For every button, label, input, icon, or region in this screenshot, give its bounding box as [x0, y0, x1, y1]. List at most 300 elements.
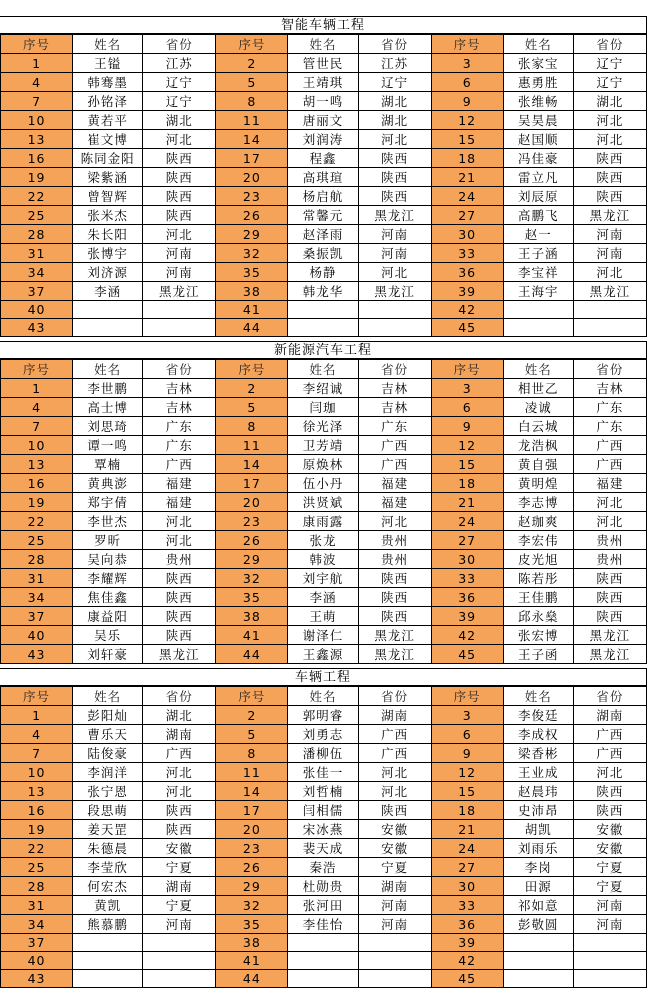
province-cell[interactable]: 陕西	[573, 588, 646, 607]
seq-cell[interactable]: 38	[216, 934, 288, 952]
name-cell[interactable]	[288, 301, 358, 319]
seq-cell[interactable]: 37	[1, 282, 73, 301]
name-cell[interactable]: 康益阳	[73, 607, 143, 626]
name-cell[interactable]: 覃楠	[73, 455, 143, 474]
seq-cell[interactable]: 3	[431, 54, 503, 73]
province-cell[interactable]: 河北	[358, 512, 431, 531]
seq-cell[interactable]: 42	[431, 626, 503, 645]
province-cell[interactable]	[358, 319, 431, 337]
province-cell[interactable]: 陕西	[573, 607, 646, 626]
province-cell[interactable]: 陕西	[573, 782, 646, 801]
name-cell[interactable]: 胡凯	[503, 820, 573, 839]
province-cell[interactable]: 河南	[358, 915, 431, 934]
seq-cell[interactable]: 33	[431, 569, 503, 588]
seq-cell[interactable]: 29	[216, 877, 288, 896]
seq-cell[interactable]: 14	[216, 130, 288, 149]
name-cell[interactable]	[73, 970, 143, 988]
name-cell[interactable]: 黄典澎	[73, 474, 143, 493]
province-cell[interactable]: 黑龙江	[358, 206, 431, 225]
seq-cell[interactable]: 4	[1, 73, 73, 92]
name-cell[interactable]: 杨启航	[288, 187, 358, 206]
province-cell[interactable]: 陕西	[358, 801, 431, 820]
province-cell[interactable]: 河南	[143, 915, 216, 934]
province-cell[interactable]: 福建	[358, 493, 431, 512]
name-cell[interactable]: 李佳怡	[288, 915, 358, 934]
name-cell[interactable]: 张河田	[288, 896, 358, 915]
name-cell[interactable]: 陆俊豪	[73, 744, 143, 763]
name-cell[interactable]: 刘哲楠	[288, 782, 358, 801]
seq-cell[interactable]: 12	[431, 436, 503, 455]
province-cell[interactable]	[573, 952, 646, 970]
name-cell[interactable]: 熊慕鹏	[73, 915, 143, 934]
name-cell[interactable]: 康雨露	[288, 512, 358, 531]
seq-cell[interactable]: 7	[1, 417, 73, 436]
seq-cell[interactable]: 4	[1, 398, 73, 417]
seq-cell[interactable]: 19	[1, 820, 73, 839]
name-cell[interactable]: 李绍诚	[288, 379, 358, 398]
name-cell[interactable]: 惠勇胜	[503, 73, 573, 92]
province-cell[interactable]: 辽宁	[573, 54, 646, 73]
name-cell[interactable]	[288, 970, 358, 988]
province-cell[interactable]: 安徽	[573, 839, 646, 858]
province-cell[interactable]: 河北	[573, 111, 646, 130]
province-cell[interactable]: 辽宁	[143, 92, 216, 111]
province-cell[interactable]: 河南	[573, 915, 646, 934]
name-cell[interactable]: 高士博	[73, 398, 143, 417]
seq-cell[interactable]: 6	[431, 73, 503, 92]
name-cell[interactable]: 韩龙华	[288, 282, 358, 301]
seq-cell[interactable]: 44	[216, 319, 288, 337]
name-cell[interactable]: 张博宇	[73, 244, 143, 263]
name-cell[interactable]: 皮光旭	[503, 550, 573, 569]
province-cell[interactable]: 江苏	[358, 54, 431, 73]
province-cell[interactable]: 吉林	[358, 398, 431, 417]
province-cell[interactable]	[573, 934, 646, 952]
province-cell[interactable]: 陕西	[573, 569, 646, 588]
province-cell[interactable]: 吉林	[143, 379, 216, 398]
seq-cell[interactable]: 45	[431, 319, 503, 337]
name-cell[interactable]: 冯佳豪	[503, 149, 573, 168]
province-cell[interactable]: 宁夏	[143, 858, 216, 877]
province-cell[interactable]: 湖北	[358, 92, 431, 111]
name-cell[interactable]: 邱永燊	[503, 607, 573, 626]
seq-cell[interactable]: 33	[431, 896, 503, 915]
province-cell[interactable]: 湖南	[143, 877, 216, 896]
name-cell[interactable]: 罗昕	[73, 531, 143, 550]
name-cell[interactable]: 曾智辉	[73, 187, 143, 206]
name-cell[interactable]: 吴乐	[73, 626, 143, 645]
seq-cell[interactable]: 35	[216, 588, 288, 607]
name-cell[interactable]: 孙铭泽	[73, 92, 143, 111]
province-cell[interactable]	[143, 319, 216, 337]
seq-cell[interactable]: 45	[431, 970, 503, 988]
province-cell[interactable]: 宁夏	[573, 877, 646, 896]
name-cell[interactable]: 相世乙	[503, 379, 573, 398]
province-cell[interactable]	[573, 970, 646, 988]
seq-cell[interactable]: 43	[1, 970, 73, 988]
seq-cell[interactable]: 27	[431, 531, 503, 550]
name-cell[interactable]: 张佳一	[288, 763, 358, 782]
seq-cell[interactable]: 9	[431, 744, 503, 763]
province-cell[interactable]: 陕西	[358, 187, 431, 206]
name-cell[interactable]: 刘勇志	[288, 725, 358, 744]
province-cell[interactable]: 河南	[358, 244, 431, 263]
seq-cell[interactable]: 35	[216, 263, 288, 282]
seq-cell[interactable]: 29	[216, 550, 288, 569]
seq-cell[interactable]: 39	[431, 607, 503, 626]
name-cell[interactable]: 裴天成	[288, 839, 358, 858]
province-cell[interactable]: 陕西	[358, 588, 431, 607]
seq-cell[interactable]: 37	[1, 607, 73, 626]
seq-cell[interactable]: 5	[216, 73, 288, 92]
province-cell[interactable]: 陕西	[358, 569, 431, 588]
name-cell[interactable]: 郑宇倩	[73, 493, 143, 512]
seq-cell[interactable]: 9	[431, 417, 503, 436]
seq-cell[interactable]: 28	[1, 877, 73, 896]
seq-cell[interactable]: 45	[431, 645, 503, 664]
name-cell[interactable]: 吴向恭	[73, 550, 143, 569]
seq-cell[interactable]: 2	[216, 706, 288, 725]
seq-cell[interactable]: 13	[1, 130, 73, 149]
seq-cell[interactable]: 12	[431, 763, 503, 782]
name-cell[interactable]: 杜勋贵	[288, 877, 358, 896]
seq-cell[interactable]: 42	[431, 301, 503, 319]
name-cell[interactable]: 闫相儒	[288, 801, 358, 820]
seq-cell[interactable]: 16	[1, 801, 73, 820]
province-cell[interactable]: 河南	[143, 244, 216, 263]
name-cell[interactable]: 梁紫涵	[73, 168, 143, 187]
name-cell[interactable]	[73, 301, 143, 319]
province-cell[interactable]: 贵州	[143, 550, 216, 569]
province-cell[interactable]: 黑龙江	[573, 645, 646, 664]
seq-cell[interactable]: 16	[1, 149, 73, 168]
name-cell[interactable]: 张维畅	[503, 92, 573, 111]
name-cell[interactable]: 陈若彤	[503, 569, 573, 588]
name-cell[interactable]	[503, 301, 573, 319]
province-cell[interactable]: 陕西	[358, 168, 431, 187]
name-cell[interactable]: 凌诚	[503, 398, 573, 417]
seq-cell[interactable]: 5	[216, 725, 288, 744]
seq-cell[interactable]: 30	[431, 550, 503, 569]
seq-cell[interactable]: 13	[1, 782, 73, 801]
name-cell[interactable]: 吴昊晨	[503, 111, 573, 130]
name-cell[interactable]: 张宏博	[503, 626, 573, 645]
province-cell[interactable]: 陕西	[143, 588, 216, 607]
province-cell[interactable]: 河北	[573, 763, 646, 782]
seq-cell[interactable]: 35	[216, 915, 288, 934]
name-cell[interactable]: 王镒	[73, 54, 143, 73]
province-cell[interactable]	[358, 970, 431, 988]
name-cell[interactable]: 谭一鸣	[73, 436, 143, 455]
province-cell[interactable]: 广西	[358, 744, 431, 763]
name-cell[interactable]: 李世鹏	[73, 379, 143, 398]
seq-cell[interactable]: 27	[431, 858, 503, 877]
seq-cell[interactable]: 19	[1, 493, 73, 512]
province-cell[interactable]: 吉林	[358, 379, 431, 398]
seq-cell[interactable]: 11	[216, 763, 288, 782]
seq-cell[interactable]: 39	[431, 282, 503, 301]
name-cell[interactable]: 彭敬圆	[503, 915, 573, 934]
name-cell[interactable]: 刘润涛	[288, 130, 358, 149]
name-cell[interactable]: 黄明煌	[503, 474, 573, 493]
province-cell[interactable]: 河北	[358, 763, 431, 782]
seq-cell[interactable]: 28	[1, 550, 73, 569]
province-cell[interactable]: 宁夏	[358, 858, 431, 877]
province-cell[interactable]: 广东	[573, 398, 646, 417]
province-cell[interactable]: 湖北	[143, 706, 216, 725]
name-cell[interactable]	[73, 934, 143, 952]
province-cell[interactable]: 河北	[143, 782, 216, 801]
name-cell[interactable]: 程鑫	[288, 149, 358, 168]
seq-cell[interactable]: 18	[431, 149, 503, 168]
province-cell[interactable]: 广西	[573, 455, 646, 474]
name-cell[interactable]: 张家宝	[503, 54, 573, 73]
name-cell[interactable]: 刘轩豪	[73, 645, 143, 664]
seq-cell[interactable]: 34	[1, 915, 73, 934]
province-cell[interactable]: 贵州	[573, 550, 646, 569]
province-cell[interactable]	[143, 952, 216, 970]
seq-cell[interactable]: 40	[1, 626, 73, 645]
seq-cell[interactable]: 17	[216, 149, 288, 168]
seq-cell[interactable]: 36	[431, 588, 503, 607]
name-cell[interactable]	[503, 952, 573, 970]
province-cell[interactable]: 黑龙江	[358, 626, 431, 645]
seq-cell[interactable]: 22	[1, 512, 73, 531]
name-cell[interactable]: 梁香彬	[503, 744, 573, 763]
seq-cell[interactable]: 22	[1, 839, 73, 858]
name-cell[interactable]: 李志博	[503, 493, 573, 512]
name-cell[interactable]	[503, 319, 573, 337]
province-cell[interactable]: 河北	[358, 782, 431, 801]
seq-cell[interactable]: 5	[216, 398, 288, 417]
name-cell[interactable]	[73, 952, 143, 970]
province-cell[interactable]: 湖北	[358, 111, 431, 130]
province-cell[interactable]: 黑龙江	[358, 645, 431, 664]
seq-cell[interactable]: 26	[216, 531, 288, 550]
seq-cell[interactable]: 38	[216, 282, 288, 301]
seq-cell[interactable]: 14	[216, 782, 288, 801]
name-cell[interactable]: 张米杰	[73, 206, 143, 225]
name-cell[interactable]: 李莹欣	[73, 858, 143, 877]
seq-cell[interactable]: 17	[216, 474, 288, 493]
province-cell[interactable]: 陕西	[143, 569, 216, 588]
seq-cell[interactable]: 1	[1, 706, 73, 725]
name-cell[interactable]: 朱德晨	[73, 839, 143, 858]
province-cell[interactable]: 陕西	[358, 149, 431, 168]
name-cell[interactable]	[73, 319, 143, 337]
seq-cell[interactable]: 31	[1, 896, 73, 915]
seq-cell[interactable]: 33	[431, 244, 503, 263]
province-cell[interactable]: 河北	[143, 512, 216, 531]
name-cell[interactable]: 刘济源	[73, 263, 143, 282]
name-cell[interactable]: 黄凯	[73, 896, 143, 915]
seq-cell[interactable]: 44	[216, 970, 288, 988]
seq-cell[interactable]: 40	[1, 301, 73, 319]
name-cell[interactable]: 桑振凯	[288, 244, 358, 263]
province-cell[interactable]: 湖南	[143, 725, 216, 744]
name-cell[interactable]: 赵晨玮	[503, 782, 573, 801]
seq-cell[interactable]: 14	[216, 455, 288, 474]
name-cell[interactable]: 闫珈	[288, 398, 358, 417]
province-cell[interactable]: 湖南	[358, 706, 431, 725]
seq-cell[interactable]: 22	[1, 187, 73, 206]
seq-cell[interactable]: 20	[216, 493, 288, 512]
seq-cell[interactable]: 16	[1, 474, 73, 493]
province-cell[interactable]: 广西	[143, 455, 216, 474]
seq-cell[interactable]: 25	[1, 206, 73, 225]
seq-cell[interactable]: 12	[431, 111, 503, 130]
province-cell[interactable]: 河北	[143, 130, 216, 149]
province-cell[interactable]: 广西	[573, 436, 646, 455]
name-cell[interactable]: 李成权	[503, 725, 573, 744]
province-cell[interactable]: 陕西	[573, 801, 646, 820]
seq-cell[interactable]: 15	[431, 130, 503, 149]
province-cell[interactable]: 宁夏	[143, 896, 216, 915]
province-cell[interactable]: 广西	[143, 744, 216, 763]
name-cell[interactable]: 高琪瑄	[288, 168, 358, 187]
name-cell[interactable]	[503, 970, 573, 988]
name-cell[interactable]: 赵国顺	[503, 130, 573, 149]
seq-cell[interactable]: 11	[216, 111, 288, 130]
province-cell[interactable]: 福建	[143, 493, 216, 512]
province-cell[interactable]: 安徽	[358, 820, 431, 839]
seq-cell[interactable]: 26	[216, 206, 288, 225]
province-cell[interactable]	[358, 301, 431, 319]
seq-cell[interactable]: 42	[431, 952, 503, 970]
province-cell[interactable]	[143, 970, 216, 988]
name-cell[interactable]: 徐光泽	[288, 417, 358, 436]
seq-cell[interactable]: 15	[431, 455, 503, 474]
name-cell[interactable]: 赵珈爽	[503, 512, 573, 531]
province-cell[interactable]: 广东	[143, 436, 216, 455]
seq-cell[interactable]: 10	[1, 436, 73, 455]
province-cell[interactable]: 湖北	[143, 111, 216, 130]
name-cell[interactable]: 白云城	[503, 417, 573, 436]
province-cell[interactable]: 陕西	[143, 626, 216, 645]
province-cell[interactable]: 黑龙江	[573, 206, 646, 225]
province-cell[interactable]: 河北	[573, 512, 646, 531]
seq-cell[interactable]: 20	[216, 820, 288, 839]
province-cell[interactable]: 河南	[143, 263, 216, 282]
seq-cell[interactable]: 20	[216, 168, 288, 187]
province-cell[interactable]: 陕西	[143, 187, 216, 206]
name-cell[interactable]: 李涵	[288, 588, 358, 607]
province-cell[interactable]: 辽宁	[143, 73, 216, 92]
province-cell[interactable]: 黑龙江	[573, 282, 646, 301]
province-cell[interactable]: 河北	[358, 130, 431, 149]
seq-cell[interactable]: 41	[216, 626, 288, 645]
name-cell[interactable]: 赵一	[503, 225, 573, 244]
province-cell[interactable]: 河南	[573, 244, 646, 263]
province-cell[interactable]: 贵州	[358, 550, 431, 569]
province-cell[interactable]: 河北	[143, 531, 216, 550]
name-cell[interactable]: 段思萌	[73, 801, 143, 820]
name-cell[interactable]: 张宁恩	[73, 782, 143, 801]
name-cell[interactable]: 刘宇航	[288, 569, 358, 588]
seq-cell[interactable]: 6	[431, 725, 503, 744]
seq-cell[interactable]: 30	[431, 225, 503, 244]
seq-cell[interactable]: 39	[431, 934, 503, 952]
seq-cell[interactable]: 3	[431, 379, 503, 398]
seq-cell[interactable]: 25	[1, 858, 73, 877]
name-cell[interactable]: 王靖琪	[288, 73, 358, 92]
name-cell[interactable]: 李涵	[73, 282, 143, 301]
province-cell[interactable]: 陕西	[573, 187, 646, 206]
seq-cell[interactable]: 40	[1, 952, 73, 970]
province-cell[interactable]: 陕西	[143, 206, 216, 225]
name-cell[interactable]: 王佳鹏	[503, 588, 573, 607]
name-cell[interactable]: 曹乐天	[73, 725, 143, 744]
seq-cell[interactable]: 29	[216, 225, 288, 244]
seq-cell[interactable]: 10	[1, 763, 73, 782]
name-cell[interactable]: 李岗	[503, 858, 573, 877]
seq-cell[interactable]: 6	[431, 398, 503, 417]
province-cell[interactable]	[358, 952, 431, 970]
name-cell[interactable]: 祁如意	[503, 896, 573, 915]
province-cell[interactable]: 福建	[358, 474, 431, 493]
name-cell[interactable]	[288, 934, 358, 952]
province-cell[interactable]	[358, 934, 431, 952]
province-cell[interactable]: 宁夏	[573, 858, 646, 877]
name-cell[interactable]: 郭明睿	[288, 706, 358, 725]
seq-cell[interactable]: 28	[1, 225, 73, 244]
province-cell[interactable]: 河南	[573, 896, 646, 915]
seq-cell[interactable]: 1	[1, 379, 73, 398]
province-cell[interactable]	[573, 301, 646, 319]
province-cell[interactable]: 广东	[143, 417, 216, 436]
name-cell[interactable]: 李宏伟	[503, 531, 573, 550]
seq-cell[interactable]: 38	[216, 607, 288, 626]
province-cell[interactable]: 黑龙江	[143, 645, 216, 664]
name-cell[interactable]: 王业成	[503, 763, 573, 782]
name-cell[interactable]: 管世民	[288, 54, 358, 73]
name-cell[interactable]: 赵泽雨	[288, 225, 358, 244]
seq-cell[interactable]: 10	[1, 111, 73, 130]
province-cell[interactable]: 河北	[143, 225, 216, 244]
name-cell[interactable]: 何宏杰	[73, 877, 143, 896]
seq-cell[interactable]: 34	[1, 263, 73, 282]
province-cell[interactable]: 福建	[143, 474, 216, 493]
seq-cell[interactable]: 23	[216, 187, 288, 206]
seq-cell[interactable]: 36	[431, 915, 503, 934]
province-cell[interactable]: 广西	[358, 455, 431, 474]
name-cell[interactable]: 王子涵	[503, 244, 573, 263]
province-cell[interactable]: 黑龙江	[573, 626, 646, 645]
seq-cell[interactable]: 8	[216, 417, 288, 436]
name-cell[interactable]: 杨静	[288, 263, 358, 282]
seq-cell[interactable]: 31	[1, 244, 73, 263]
province-cell[interactable]	[143, 934, 216, 952]
seq-cell[interactable]: 2	[216, 54, 288, 73]
name-cell[interactable]: 伍小丹	[288, 474, 358, 493]
province-cell[interactable]: 陕西	[358, 607, 431, 626]
name-cell[interactable]: 田源	[503, 877, 573, 896]
seq-cell[interactable]: 43	[1, 645, 73, 664]
province-cell[interactable]	[143, 301, 216, 319]
name-cell[interactable]: 崔文博	[73, 130, 143, 149]
name-cell[interactable]: 唐丽文	[288, 111, 358, 130]
seq-cell[interactable]: 41	[216, 301, 288, 319]
province-cell[interactable]: 广东	[358, 417, 431, 436]
seq-cell[interactable]: 25	[1, 531, 73, 550]
seq-cell[interactable]: 13	[1, 455, 73, 474]
name-cell[interactable]: 李宝祥	[503, 263, 573, 282]
name-cell[interactable]	[503, 934, 573, 952]
name-cell[interactable]: 王鑫源	[288, 645, 358, 664]
province-cell[interactable]	[573, 319, 646, 337]
seq-cell[interactable]: 24	[431, 187, 503, 206]
seq-cell[interactable]: 32	[216, 244, 288, 263]
